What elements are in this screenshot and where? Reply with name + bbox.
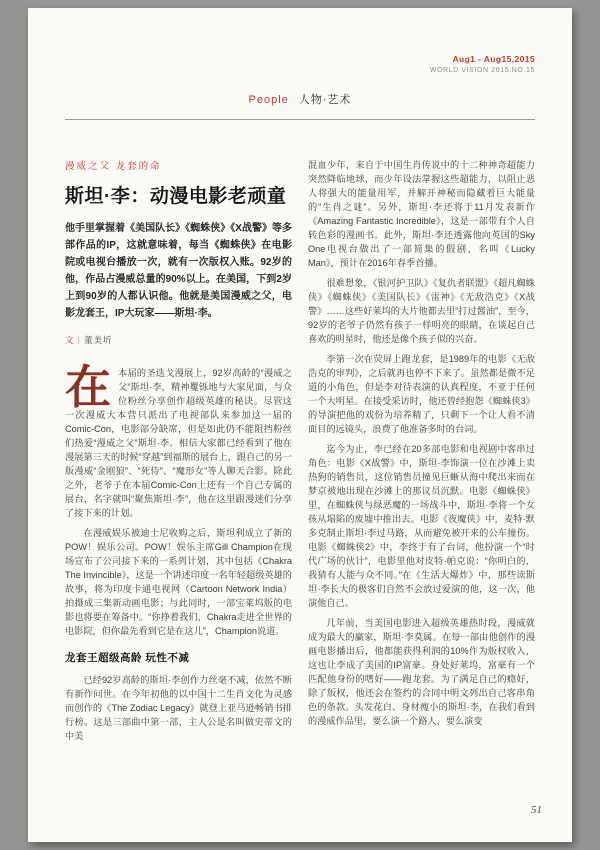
paragraph-text: 本届的圣迭戈漫展上，92岁高龄的“漫威之父”斯坦·李，精神矍铄地与大家见面，与众位粉丝分享创作超级英雄的秘诀。尽管这一次漫威大本营只派出了电视部队来参加这一届的Comic-Con，电影部分缺席，但是如此仍不能阻挡粉丝们热爱“漫威之父”斯坦·李。相信大家都已经看到了他在漫展第三天的时候“穿越”到福斯的展台上，跟自己的另一版漫威“金刚狼”、“死侍”、“魔形女”等人聊天合影。除此之外，老爷子在本届Comic-Con上还有一个自己专属的展台，名字就叫“聚焦斯坦·李”，他在这里跟漫迷们分享了接下来的计划。 <box>65 368 292 519</box>
article-columns <box>65 158 535 749</box>
right-column <box>308 158 535 749</box>
article-lead: 他手里掌握着《美国队长》《蜘蛛侠》《X战警》等多部作品的IP，这就意味着，每当《蜘蛛侠》在电影院或电视台播放一次，就有一次版权入账。92岁的他，作品占漫威总量的90%以上。在美国，下到2岁上到90岁的人都认识他。他就是美国漫威之父，电影龙套王，IP大玩家——斯坦·李。 <box>65 223 292 320</box>
body-paragraph: 李第一次在荧屏上跑龙套，是1989年的电影《无敌浩克的审判》，之后就再也停不下来了。虽然都是微不足道的小角色，但是李对待表演的认真程度，不亚于任何一个大明星。在接受采访时，他还曾经抱怨《蜘蛛侠3》的导演把他的戏份为培养精了，只剩下一个让人看不清面目的远镜头，浪费了他准备多时的台词。 <box>308 354 535 435</box>
header-divider <box>65 119 535 120</box>
article-kicker: 漫威之父 龙套的命 <box>65 161 162 173</box>
body-paragraph: 很难想象，《银河护卫队》《复仇者联盟》《超凡蜘蛛侠》《蜘蛛侠》《美国队长》《雷神》《无敌浩克》《X战警》……这些好莱坞的大片他都去里“打过酱油”，至今，92岁的老爷子仍然有孩子一样明亮的眼睛，在谈起自己喜欢的明星时，他还是像个孩子似的兴奋。 <box>308 278 535 345</box>
body-paragraph: 迄今为止，李已经在20多部电影和电视剧中客串过角色：电影《X战警》中，斯坦·李饰演一位在沙滩上卖热狗的销售员，这位销售员撞见巨蜥从海中爬出来而在梦京被地出现在沙滩上的那议员沉默。电影《蜘蛛侠》里，在蜘蛛侠与绿恶魔的一场战斗中，斯坦·李将一个女孩从塌陷的废墟中推出去。电影《夜魔侠》中，麦特·默多克制止斯坦·李过马路，从而避免被开来的公车撞伤。电影《蜘蛛侠2》中，李终于有了台词，他扮演一个“时代广场的伙计”，电影里他对皮特·帕克说：“你明白的，我猜有人能与众不同。”在《生活大爆炸》中，那些读斯坦·李长大的极客们自然不会放过爱演的他，这一次，他演他自己。 <box>308 444 535 609</box>
left-column <box>65 158 292 749</box>
body-paragraph: 已经92岁高龄的斯坦·李创作力丝毫不减，依然不断有新作问世。在今年初他的以中国十二生肖文化为灵感而创作的《The Zodiac Legacy》就登上亚马逊畅销书排行榜。这是三部曲中第一部，主人公是名叫做史蒂文的中美 <box>65 675 292 742</box>
body-paragraph: 混血少年，来自于中国生肖传说中的十二种神奇超能力突然降临地球，而少年设法掌握这些超能力，以阻止恶人将强大的能量用军，并解开神秘而隐藏着巨大能量的“生肖之谜”。另外，斯坦·李还将于11月发表新作《Amazing Fantastic Incredible》，这是一部带有个人自转色彩的漫画书。此外，斯坦·李还透露他向英国的Sky One电视台做出了一部简集的假剧，名叫《Lucky Man》，预计在2016年春季首播。 <box>308 160 535 269</box>
body-paragraph: 几年前，当美国电影进入超级英雄热时段，漫威就成为最大的赢家，斯坦·李莫属。在每一部由他创作的漫画电影播出后，他都能获得利润的10%作为版权收入，这也让李成了美国的IP富豪。身处好莱坞，富豪有一个匹配他身份的嗜好——跑龙套。为了满足自己的瘾好，除了版权，他还会在签约的合同中明文列出自己客串角色的条款。头发花白、身材瘦小的斯坦·李，在我们看到的漫威作品里，要么演一个路人，要么演变 <box>308 618 535 727</box>
section-name-cn: 人物·艺术 <box>298 94 352 107</box>
section-subhead: 龙套王超级高龄 玩性不减 <box>65 652 190 665</box>
masthead <box>65 54 535 75</box>
body-paragraph <box>65 362 292 520</box>
article-title: 斯坦·李：动漫电影老顽童 <box>65 186 287 208</box>
section-header <box>65 91 535 107</box>
issue-date: Aug1 - Aug15,2015 <box>452 54 535 64</box>
page-number: 51 <box>531 804 542 816</box>
drop-cap: 在 <box>65 362 111 414</box>
byline <box>65 334 292 346</box>
body-paragraph: 在漫威娱乐被迪士尼收购之后，斯坦利成立了新的POW！娱乐公司。POW！娱乐主席Gill Champion在现场宣布了公司接下来的一系列计划，其中包括《Chakra The Invincible》，这是一个讲述印度一名年轻超级英雄的故事，将为印度卡通电视网（Cartoon Network India）拍摄成三集新动画电影；与此同时，一部宝莱坞版的电影也将要在筹备中。“你挣着我们，Chakra走进全世界的电影院，但你最先看到它是在这儿”，Champion说道。 <box>65 528 292 637</box>
section-name-en: People <box>248 94 289 107</box>
journal-name: WORLD VISION 2015.NO.15 <box>429 66 535 74</box>
magazine-page <box>28 8 572 842</box>
byline-author: 董美圻 <box>84 335 113 346</box>
byline-label: 文｜ <box>65 335 85 346</box>
